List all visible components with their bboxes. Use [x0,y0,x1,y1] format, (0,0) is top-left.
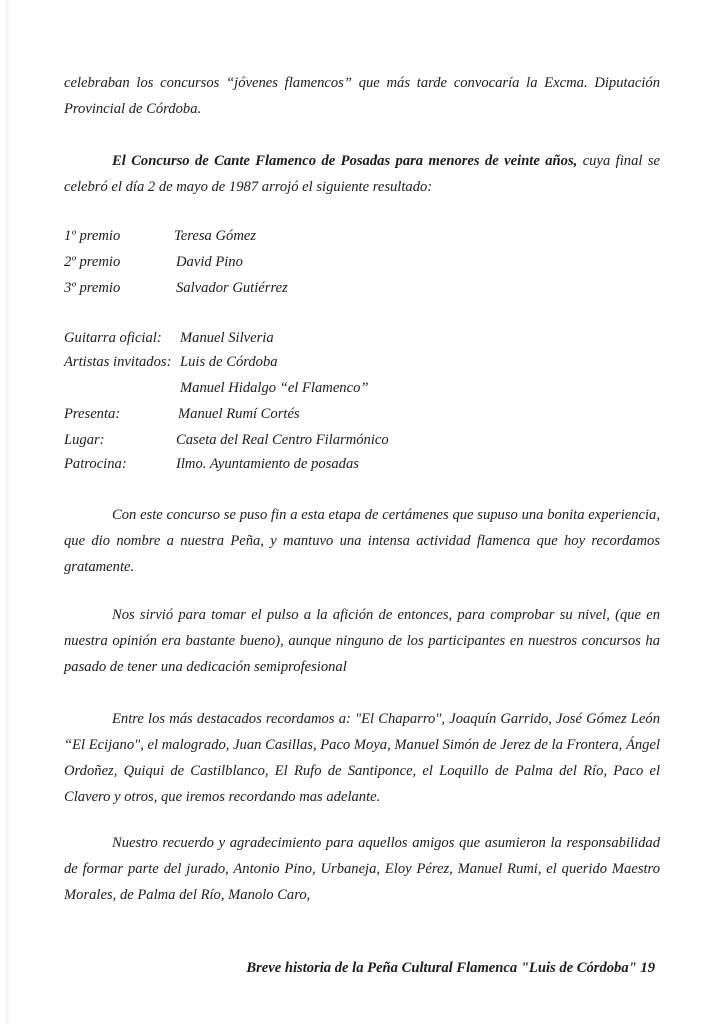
body-paragraph: Nos sirvió para tomar el pulso a la afición de entonces, para comprobar su nivel, (que en nuestra opinión era bastante bueno), aunque ninguno de los participantes en nuestros concursos ha pasado de tener una dedicación semiprofesional [64,607,660,675]
credit-row [64,350,660,374]
page-edge-shadow [6,0,11,1024]
prize-place: 1º premio [64,228,121,244]
credit-value: Manuel Hidalgo “el Flamenco” [180,380,369,396]
credit-value: Manuel Silveria [180,330,274,346]
body-paragraph: Con este concurso se puso fin a esta etapa de certámenes que supuso una bonita experiencia, que dio nombre a nuestra Peña, y mantuvo una intensa actividad flamenca que hoy recordamos gratamente. [64,507,660,575]
credit-row [64,452,660,476]
prize-row [64,276,660,300]
credit-label: Guitarra oficial: [64,330,162,346]
prize-winner: David Pino [176,254,243,270]
body-paragraph: Nuestro recuerdo y agradecimiento para aquellos amigos que asumieron la responsabilidad de formar parte del jurado, Antonio Pino, Urbaneja, Eloy Pérez, Manuel Rumi, el querido Maestro Morales, de Palma del Río, Manolo Caro, [64,835,660,903]
prize-winner: Teresa Gómez [174,228,257,244]
credit-value: Manuel Rumí Cortés [178,406,300,422]
intro-paragraph: celebraban los concursos “jóvenes flamencos” que más tarde convocaría la Excma. Diputación Provincial de Córdoba. [64,75,660,117]
credit-label: Artistas invitados: [64,354,172,370]
prize-winner: Salvador Gutiérrez [176,280,288,296]
credit-value: Luis de Córdoba [180,354,278,370]
credit-row [64,402,660,426]
prize-place: 3º premio [64,280,121,296]
credit-label: Patrocina: [64,456,127,472]
credit-value: Ilmo. Ayuntamiento de posadas [176,456,359,472]
credit-label: Lugar: [64,432,105,448]
body-paragraph: Entre los más destacados recordamos a: "El Chaparro", Joaquín Garrido, José Gómez León “El Ecijano", el malogrado, Juan Casillas, Paco Moya, Manuel Simón de Jerez de la Frontera, Ángel Ordoñez, Quiqui de Castilblanco, El Rufo de Santiponce, el Loquillo de Palma del Río, Paco el Clavero y otros, que iremos recordando mas adelante. [64,711,660,805]
credit-row [64,376,660,400]
contest-paragraph [64,148,660,200]
prize-place: 2º premio [64,254,121,270]
credit-value: Caseta del Real Centro Filarmónico [176,432,389,448]
prize-row [64,224,660,248]
credit-row [64,428,660,452]
contest-title: El Concurso de Cante Flamenco de Posadas para menores de veinte años, [112,153,578,169]
contest-description: cuya final se celebró el día 2 de mayo de 1987 arrojó el siguiente resultado: [64,153,660,195]
page-footer: Breve historia de la Peña Cultural Flamenca "Luis de Córdoba" 19 [246,960,655,976]
credit-label: Presenta: [64,406,121,422]
prize-row [64,250,660,274]
credit-row [64,326,660,350]
